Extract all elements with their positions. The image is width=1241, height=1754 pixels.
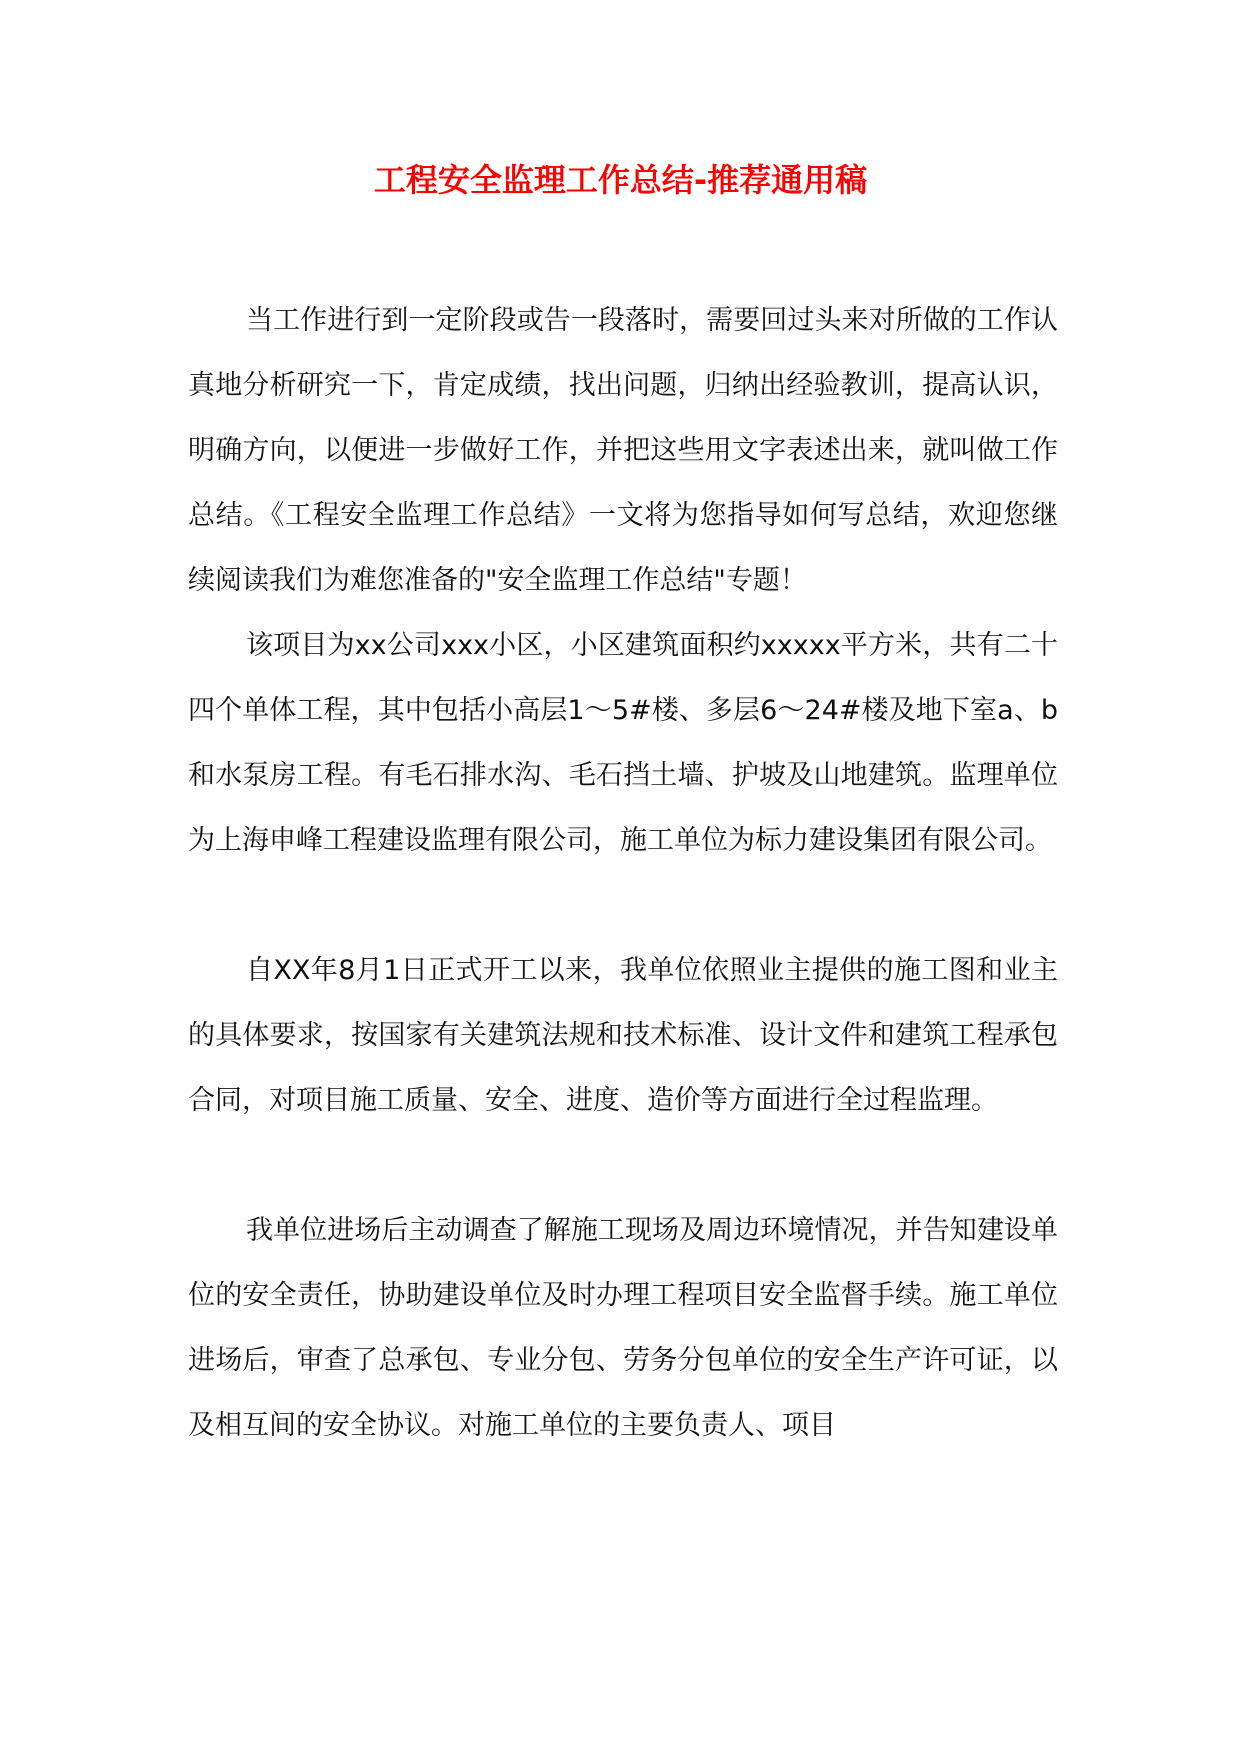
project-overview-paragraph: 该项目为xx公司xxx小区，小区建筑面积约xxxxx平方米，共有二十四个单体工程，其中包括小高层1～5#楼、多层6～24#楼及地下室a、b和水泵房工程。有毛石排水沟、毛石挡土墙、护坡及山地建筑。监理单位为上海申峰工程建设监理有限公司，施工单位为标力建设集团有限公司。 — [188, 630, 1058, 856]
document-body — [188, 288, 1058, 1458]
safety-supervision-paragraph: 我单位进场后主动调查了解施工现场及周边环境情况，并告知建设单位的安全责任，协助建设单位及时办理工程项目安全监督手续。施工单位进场后，审查了总承包、专业分包、劳务分包单位的安全生产许可证，以及相互间的安全协议。对施工单位的主要负责人、项目 — [188, 1215, 1058, 1441]
document-title: 工程安全监理工作总结-推荐通用稿 — [373, 161, 868, 199]
construction-start-paragraph: 自XX年8月1日正式开工以来，我单位依照业主提供的施工图和业主的具体要求，按国家有关建筑法规和技术标准、设计文件和建筑工程承包合同，对项目施工质量、安全、进度、造价等方面进行全过程监理。 — [188, 955, 1058, 1116]
intro-paragraph: 当工作进行到一定阶段或告一段落时，需要回过头来对所做的工作认真地分析研究一下，肯定成绩，找出问题，归纳出经验教训，提高认识，明确方向，以便进一步做好工作，并把这些用文字表述出来，就叫做工作总结。《工程安全监理工作总结》一文将为您指导如何写总结，欢迎您继续阅读我们为难您准备的"安全监理工作总结"专题！ — [188, 305, 1058, 596]
paragraph-spacer — [188, 873, 1058, 938]
paragraph-spacer — [188, 1133, 1058, 1198]
